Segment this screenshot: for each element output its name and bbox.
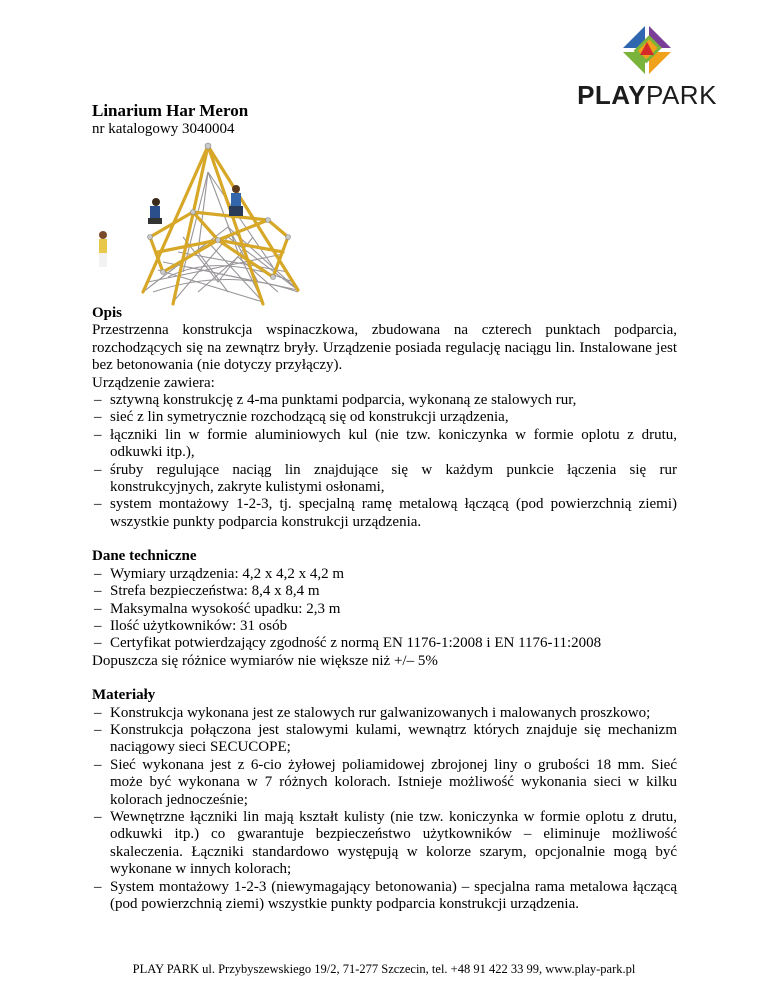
list-item: – Strefa bezpieczeństwa: 8,4 x 8,4 m <box>92 583 677 600</box>
playpark-wordmark: PLAYPARK <box>577 80 717 110</box>
list-item: – śruby regulujące naciąg lin znajdujące się w każdym punkcie łączenia się rur konstrukcyjnych, zakryte kulistymi osłonami, <box>92 462 677 497</box>
opis-heading: Opis <box>92 305 123 321</box>
list-item: – sieć z lin symetrycznie rozchodzącą się od konstrukcji urządzenia, <box>92 409 677 426</box>
list-item: – sztywną konstrukcję z 4-ma punktami podparcia, wykonaną ze stalowych rur, <box>92 392 677 409</box>
page-footer: PLAY PARK ul. Przybyszewskiego 19/2, 71-277 Szczecin, tel. +48 91 422 33 99, www.play-park.pl <box>132 962 636 976</box>
list-item: – Maksymalna wysokość upadku: 2,3 m <box>92 601 677 618</box>
list-item: – Konstrukcja połączona jest stalowymi kulami, wewnątrz których znajduje się mechanizm naciągowy sieci SECUCOPE; <box>92 722 677 757</box>
document-content <box>92 305 677 913</box>
opis-list <box>92 392 677 531</box>
dane-note: Dopuszcza się różnice wymiarów nie większe niż +/– 5% <box>92 652 438 669</box>
list-item: – Ilość użytkowników: 31 osób <box>92 618 677 635</box>
materialy-heading: Materiały <box>92 687 156 704</box>
catalog-number: nr katalogowy 3040004 <box>92 121 235 137</box>
list-item: – łączniki lin w formie aluminiowych kul (nie tzw. koniczynka w formie oplotu z drutu, odkuwki itp.), <box>92 427 677 462</box>
playpark-logo <box>572 22 722 112</box>
list-item: – System montażowy 1-2-3 (niewymagający betonowania) – specjalna rama metalowa łączącą (pod powierzchnią ziemi) wszystkie punkty podparcia konstrukcji urządzenia. <box>92 879 677 914</box>
list-item: – Sieć wykonana jest z 6-cio żyłowej poliamidowej zbrojonej liny o grubości 18 mm. Sieć może być wykonana w 7 różnych kolorach. Istnieje możliwość wykonania sieci w kilku kolorach jednocześnie; <box>92 757 677 809</box>
product-title: Linarium Har Meron <box>92 101 249 120</box>
dane-heading: Dane techniczne <box>92 548 197 565</box>
list-item: – Wymiary urządzenia: 4,2 x 4,2 x 4,2 m <box>92 566 677 583</box>
list-item: – system montażowy 1-2-3, tj. specjalną ramę metalową łączącą (pod powierzchnią ziemi) wszystkie punkty podparcia konstrukcji urządzenia. <box>92 496 677 531</box>
opis-contains-label: Urządzenie zawiera: <box>92 374 215 391</box>
opis-intro: Przestrzenna konstrukcja wspinaczkowa, zbudowana na czterech punktach podparcia, rozchodzących się na zewnątrz bryły. Urządzenie posiada regulację naciągu lin. Instalowane jest bez betonowania (nie dotyczy przyłączy). <box>92 322 677 374</box>
materialy-list <box>92 705 677 914</box>
product-image <box>88 142 328 310</box>
playpark-logo-icon <box>572 22 722 82</box>
list-item: – Wewnętrzne łączniki lin mają kształt kulisty (nie tzw. koniczynka w formie oplotu z drutu, odkuwki itp.) co gwarantuje bezpieczeństwo użytkowników – eliminuje możliwość skaleczenia. Łączniki standardowo występują w kolorze szarym, opcjonalnie mogą być wykonane w innych kolorach; <box>92 809 677 879</box>
list-item: – Konstrukcja wykonana jest ze stalowych rur galwanizowanych i malowanych proszkowo; <box>92 705 677 722</box>
list-item: – Certyfikat potwierdzający zgodność z normą EN 1176-1:2008 i EN 1176-11:2008 <box>92 635 677 652</box>
dane-list <box>92 566 677 653</box>
